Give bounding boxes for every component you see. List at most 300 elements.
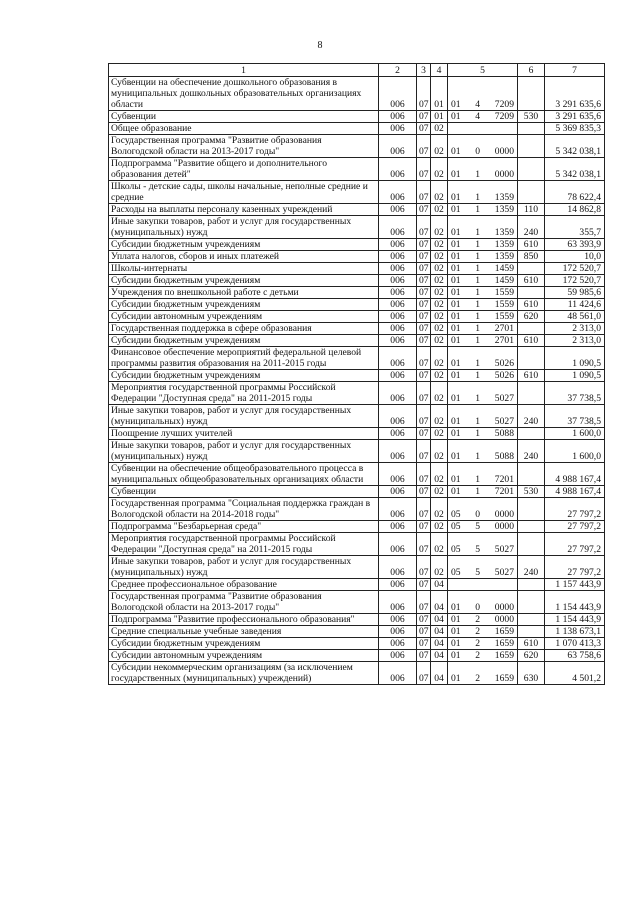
- row-target-article: [448, 614, 518, 626]
- row-target-article: [448, 521, 518, 533]
- row-target-article-part: 1: [475, 299, 481, 310]
- row-target-article: [448, 299, 518, 311]
- row-amount: 5 369 835,3: [545, 123, 605, 135]
- row-expense-type: 240: [518, 216, 545, 239]
- row-target-article: [448, 158, 518, 181]
- table-row: [109, 323, 605, 335]
- row-target-article-part: 1659: [494, 638, 514, 649]
- row-target-article-part: 4: [475, 111, 481, 122]
- row-section-code: 07: [417, 287, 431, 299]
- row-subsection-code: 02: [431, 251, 448, 263]
- row-amount: 1 600,0: [545, 440, 605, 463]
- row-target-article-part: 01: [451, 239, 461, 250]
- row-section-code: 07: [417, 440, 431, 463]
- row-amount: 1 090,5: [545, 347, 605, 370]
- row-admin-code: 006: [379, 111, 417, 123]
- row-target-article-part: 1359: [494, 239, 514, 250]
- row-expense-type: [518, 533, 545, 556]
- row-target-article-part: 01: [451, 673, 461, 684]
- row-admin-code: 006: [379, 579, 417, 591]
- row-expense-type: [518, 614, 545, 626]
- row-target-article-part: 2701: [494, 335, 514, 346]
- row-target-article-part: 5027: [494, 393, 514, 404]
- row-subsection-code: 02: [431, 370, 448, 382]
- row-target-article-part: 1: [475, 192, 481, 203]
- row-subsection-code: 01: [431, 77, 448, 111]
- row-expense-type: 240: [518, 556, 545, 579]
- row-target-article-part: 1359: [494, 251, 514, 262]
- row-section-code: 07: [417, 77, 431, 111]
- table-row: [109, 287, 605, 299]
- row-target-article-part: 01: [451, 263, 461, 274]
- table-row: [109, 533, 605, 556]
- row-target-article-part: 05: [451, 509, 461, 520]
- row-section-code: 07: [417, 111, 431, 123]
- row-subsection-code: 02: [431, 135, 448, 158]
- row-name: Иные закупки товаров, работ и услуг для государственных (муниципальных) нужд: [109, 405, 379, 428]
- header-col-6: 6: [518, 64, 545, 77]
- table-row: [109, 347, 605, 370]
- row-target-article-part: 0000: [494, 169, 514, 180]
- row-subsection-code: 02: [431, 556, 448, 579]
- row-target-article-part: 1359: [494, 192, 514, 203]
- row-target-article-part: 4: [475, 99, 481, 110]
- table-row: [109, 662, 605, 685]
- row-amount: 1 090,5: [545, 370, 605, 382]
- row-name: Финансовое обеспечение мероприятий федеральной целевой программы развития образования на 2011-2015 годы: [109, 347, 379, 370]
- row-target-article-part: 0000: [494, 521, 514, 532]
- row-subsection-code: 02: [431, 216, 448, 239]
- row-target-article-part: 01: [451, 474, 461, 485]
- row-target-article-part: 1: [475, 416, 481, 427]
- row-expense-type: [518, 521, 545, 533]
- header-col-1: 1: [109, 64, 379, 77]
- row-section-code: 07: [417, 135, 431, 158]
- row-target-article-part: 1: [475, 486, 481, 497]
- row-target-article-part: 01: [451, 169, 461, 180]
- row-target-article-part: 1359: [494, 227, 514, 238]
- row-expense-type: [518, 347, 545, 370]
- row-target-article-part: 0000: [494, 146, 514, 157]
- row-expense-type: 850: [518, 251, 545, 263]
- row-target-article-part: 01: [451, 602, 461, 613]
- header-col-3: 3: [417, 64, 431, 77]
- row-target-article: [448, 323, 518, 335]
- row-name: Общее образование: [109, 123, 379, 135]
- row-expense-type: 530: [518, 486, 545, 498]
- row-target-article-part: 1: [475, 204, 481, 215]
- row-target-article-part: 01: [451, 251, 461, 262]
- row-section-code: 07: [417, 405, 431, 428]
- row-admin-code: 006: [379, 239, 417, 251]
- row-target-article-part: 2: [475, 673, 481, 684]
- row-amount: 2 313,0: [545, 323, 605, 335]
- row-admin-code: 006: [379, 521, 417, 533]
- row-target-article-part: 5027: [494, 416, 514, 427]
- row-section-code: 07: [417, 370, 431, 382]
- row-subsection-code: 04: [431, 662, 448, 685]
- row-target-article-part: 1: [475, 323, 481, 334]
- row-target-article-part: 01: [451, 650, 461, 661]
- row-target-article-part: 0000: [494, 614, 514, 625]
- row-target-article: [448, 498, 518, 521]
- row-admin-code: 006: [379, 405, 417, 428]
- row-name: Субсидии бюджетным учреждениям: [109, 299, 379, 311]
- row-target-article: [448, 251, 518, 263]
- row-amount: 1 154 443,9: [545, 614, 605, 626]
- row-admin-code: 006: [379, 135, 417, 158]
- row-name: Субсидии бюджетным учреждениям: [109, 638, 379, 650]
- row-amount: 4 988 167,4: [545, 486, 605, 498]
- row-name: Субсидии бюджетным учреждениям: [109, 335, 379, 347]
- table-row: [109, 275, 605, 287]
- row-section-code: 07: [417, 579, 431, 591]
- row-amount: 27 797,2: [545, 556, 605, 579]
- row-name: Государственная программа "Развитие образования Вологодской области на 2013-2017 годы": [109, 591, 379, 614]
- row-section-code: 07: [417, 382, 431, 405]
- row-target-article-part: 01: [451, 358, 461, 369]
- row-expense-type: 240: [518, 405, 545, 428]
- row-subsection-code: 02: [431, 275, 448, 287]
- row-target-article-part: 5: [475, 544, 481, 555]
- row-amount: 1 157 443,9: [545, 579, 605, 591]
- row-subsection-code: 02: [431, 382, 448, 405]
- row-section-code: 07: [417, 650, 431, 662]
- table-row: [109, 77, 605, 111]
- row-target-article-part: 5088: [494, 428, 514, 439]
- row-name: Иные закупки товаров, работ и услуг для государственных (муниципальных) нужд: [109, 556, 379, 579]
- row-target-article-part: 1659: [494, 673, 514, 684]
- row-target-article: [448, 239, 518, 251]
- row-name: Субсидии автономным учреждениям: [109, 311, 379, 323]
- row-target-article-part: 01: [451, 111, 461, 122]
- row-section-code: 07: [417, 556, 431, 579]
- row-amount: 4 988 167,4: [545, 463, 605, 486]
- row-subsection-code: 01: [431, 111, 448, 123]
- row-target-article-part: 01: [451, 393, 461, 404]
- row-target-article-part: 1: [475, 239, 481, 250]
- row-target-article-part: 01: [451, 626, 461, 637]
- row-target-article-part: 1659: [494, 650, 514, 661]
- row-expense-type: 530: [518, 111, 545, 123]
- row-subsection-code: 04: [431, 626, 448, 638]
- row-subsection-code: 02: [431, 204, 448, 216]
- row-expense-type: [518, 428, 545, 440]
- row-name: Субвенции: [109, 111, 379, 123]
- row-target-article-part: 1: [475, 370, 481, 381]
- row-target-article-part: 0000: [494, 509, 514, 520]
- row-target-article-part: 1559: [494, 311, 514, 322]
- row-target-article: [448, 440, 518, 463]
- row-expense-type: [518, 135, 545, 158]
- row-subsection-code: 02: [431, 287, 448, 299]
- row-section-code: 07: [417, 662, 431, 685]
- row-target-article-part: 01: [451, 192, 461, 203]
- row-target-article-part: 1: [475, 227, 481, 238]
- row-admin-code: 006: [379, 299, 417, 311]
- row-target-article-part: 5027: [494, 567, 514, 578]
- row-target-article: [448, 638, 518, 650]
- row-amount: 37 738,5: [545, 405, 605, 428]
- row-subsection-code: 02: [431, 158, 448, 181]
- row-section-code: 07: [417, 463, 431, 486]
- row-target-article: [448, 287, 518, 299]
- row-target-article-part: 1459: [494, 263, 514, 274]
- row-section-code: 07: [417, 239, 431, 251]
- row-subsection-code: 02: [431, 463, 448, 486]
- row-target-article-part: 1359: [494, 204, 514, 215]
- table-row: [109, 591, 605, 614]
- row-amount: 3 291 635,6: [545, 111, 605, 123]
- row-target-article-part: 01: [451, 299, 461, 310]
- row-target-article-part: 1: [475, 275, 481, 286]
- row-target-article: [448, 311, 518, 323]
- row-amount: 1 600,0: [545, 428, 605, 440]
- row-expense-type: 620: [518, 311, 545, 323]
- row-admin-code: 006: [379, 275, 417, 287]
- row-expense-type: [518, 77, 545, 111]
- row-subsection-code: 02: [431, 486, 448, 498]
- row-target-article-part: 01: [451, 370, 461, 381]
- row-target-article-part: 01: [451, 227, 461, 238]
- row-amount: 27 797,2: [545, 521, 605, 533]
- row-section-code: 07: [417, 533, 431, 556]
- row-name: Среднее профессиональное образование: [109, 579, 379, 591]
- row-subsection-code: 02: [431, 263, 448, 275]
- row-target-article-part: 01: [451, 416, 461, 427]
- row-subsection-code: 02: [431, 347, 448, 370]
- row-target-article: [448, 463, 518, 486]
- row-name: Субвенции на обеспечение общеобразовательного процесса в муниципальных общеобразовательных организациях области: [109, 463, 379, 486]
- row-target-article-part: 5: [475, 521, 481, 532]
- row-amount: 4 501,2: [545, 662, 605, 685]
- row-admin-code: 006: [379, 158, 417, 181]
- table-row: [109, 556, 605, 579]
- row-name: Государственная программа "Развитие образования Вологодской области на 2013-2017 годы": [109, 135, 379, 158]
- row-target-article: [448, 591, 518, 614]
- row-amount: 78 622,4: [545, 181, 605, 204]
- row-target-article-part: 5: [475, 567, 481, 578]
- row-name: Субсидии некоммерческим организациям (за исключением государственных (муниципальных) учреждений): [109, 662, 379, 685]
- row-target-article: [448, 405, 518, 428]
- table-row: [109, 650, 605, 662]
- row-expense-type: [518, 158, 545, 181]
- row-name: Иные закупки товаров, работ и услуг для государственных (муниципальных) нужд: [109, 440, 379, 463]
- row-target-article: [448, 77, 518, 111]
- row-target-article: [448, 111, 518, 123]
- row-subsection-code: 04: [431, 591, 448, 614]
- row-target-article-part: 5026: [494, 370, 514, 381]
- row-amount: 48 561,0: [545, 311, 605, 323]
- row-admin-code: 006: [379, 650, 417, 662]
- row-admin-code: 006: [379, 614, 417, 626]
- row-subsection-code: 04: [431, 638, 448, 650]
- row-section-code: 07: [417, 614, 431, 626]
- row-target-article-part: 2: [475, 614, 481, 625]
- row-target-article: [448, 382, 518, 405]
- row-target-article-part: 1: [475, 287, 481, 298]
- row-target-article-part: 0000: [494, 602, 514, 613]
- table-row: [109, 204, 605, 216]
- row-target-article: [448, 486, 518, 498]
- row-section-code: 07: [417, 263, 431, 275]
- row-target-article-part: 01: [451, 614, 461, 625]
- row-expense-type: [518, 463, 545, 486]
- row-section-code: 07: [417, 638, 431, 650]
- table-body: [109, 77, 605, 685]
- table-row: [109, 335, 605, 347]
- header-col-2: 2: [379, 64, 417, 77]
- row-expense-type: 610: [518, 335, 545, 347]
- row-subsection-code: 02: [431, 181, 448, 204]
- row-admin-code: 006: [379, 440, 417, 463]
- row-name: Школы - детские сады, школы начальные, неполные средние и средние: [109, 181, 379, 204]
- row-admin-code: 006: [379, 533, 417, 556]
- row-expense-type: [518, 323, 545, 335]
- row-subsection-code: 02: [431, 323, 448, 335]
- row-target-article-part: 1: [475, 311, 481, 322]
- row-amount: 1 138 673,1: [545, 626, 605, 638]
- row-admin-code: 006: [379, 382, 417, 405]
- row-target-article-part: 1: [475, 251, 481, 262]
- row-expense-type: 610: [518, 370, 545, 382]
- table-row: [109, 405, 605, 428]
- row-name: Мероприятия государственной программы Российской Федерации "Доступная среда" на 2011-2015 годы: [109, 382, 379, 405]
- row-admin-code: 006: [379, 498, 417, 521]
- row-section-code: 07: [417, 591, 431, 614]
- table-row: [109, 370, 605, 382]
- row-target-article: [448, 579, 518, 591]
- row-target-article-part: 01: [451, 638, 461, 649]
- row-section-code: 07: [417, 311, 431, 323]
- table-row: [109, 251, 605, 263]
- row-admin-code: 006: [379, 347, 417, 370]
- row-target-article: [448, 216, 518, 239]
- row-name: Расходы на выплаты персоналу казенных учреждений: [109, 204, 379, 216]
- row-expense-type: [518, 287, 545, 299]
- header-row: [109, 64, 605, 77]
- row-subsection-code: 02: [431, 498, 448, 521]
- row-admin-code: 006: [379, 287, 417, 299]
- row-amount: 10,0: [545, 251, 605, 263]
- row-amount: 11 424,6: [545, 299, 605, 311]
- row-target-article: [448, 533, 518, 556]
- row-target-article-part: 7209: [494, 111, 514, 122]
- row-name: Субсидии бюджетным учреждениям: [109, 275, 379, 287]
- row-expense-type: [518, 579, 545, 591]
- row-target-article-part: 01: [451, 323, 461, 334]
- page-number: 8: [317, 40, 323, 51]
- table-row: [109, 135, 605, 158]
- row-subsection-code: 02: [431, 123, 448, 135]
- row-name: Мероприятия государственной программы Российской Федерации "Доступная среда" на 2011-2015 годы: [109, 533, 379, 556]
- row-admin-code: 006: [379, 323, 417, 335]
- row-admin-code: 006: [379, 335, 417, 347]
- header-col-7: 7: [545, 64, 605, 77]
- row-expense-type: 610: [518, 638, 545, 650]
- row-target-article: [448, 123, 518, 135]
- table-row: [109, 299, 605, 311]
- row-target-article-part: 2: [475, 650, 481, 661]
- row-amount: 63 393,9: [545, 239, 605, 251]
- row-section-code: 07: [417, 335, 431, 347]
- row-expense-type: 110: [518, 204, 545, 216]
- row-target-article: [448, 335, 518, 347]
- row-section-code: 07: [417, 428, 431, 440]
- row-admin-code: 006: [379, 311, 417, 323]
- row-admin-code: 006: [379, 638, 417, 650]
- row-section-code: 07: [417, 626, 431, 638]
- row-subsection-code: 02: [431, 239, 448, 251]
- row-expense-type: [518, 123, 545, 135]
- row-subsection-code: 04: [431, 650, 448, 662]
- row-name: Подпрограмма "Безбарьерная среда": [109, 521, 379, 533]
- row-target-article: [448, 135, 518, 158]
- budget-table: [108, 63, 605, 685]
- row-name: Поощрение лучших учителей: [109, 428, 379, 440]
- row-admin-code: 006: [379, 463, 417, 486]
- row-expense-type: [518, 382, 545, 405]
- table-row: [109, 486, 605, 498]
- row-admin-code: 006: [379, 556, 417, 579]
- row-target-article-part: 1559: [494, 287, 514, 298]
- row-admin-code: 006: [379, 181, 417, 204]
- row-target-article-part: 1: [475, 358, 481, 369]
- row-target-article-part: 2: [475, 638, 481, 649]
- row-expense-type: 610: [518, 239, 545, 251]
- row-expense-type: [518, 626, 545, 638]
- row-amount: 5 342 038,1: [545, 158, 605, 181]
- row-subsection-code: 02: [431, 428, 448, 440]
- table-row: [109, 216, 605, 239]
- table-row: [109, 498, 605, 521]
- row-name: Средние специальные учебные заведения: [109, 626, 379, 638]
- row-section-code: 07: [417, 251, 431, 263]
- row-name: Субвенции: [109, 486, 379, 498]
- row-target-article: [448, 181, 518, 204]
- row-target-article: [448, 347, 518, 370]
- row-subsection-code: 02: [431, 299, 448, 311]
- row-expense-type: 240: [518, 440, 545, 463]
- row-target-article: [448, 204, 518, 216]
- table-row: [109, 181, 605, 204]
- row-target-article-part: 01: [451, 146, 461, 157]
- row-admin-code: 006: [379, 486, 417, 498]
- row-amount: 172 520,7: [545, 275, 605, 287]
- row-target-article: [448, 428, 518, 440]
- row-name: Уплата налогов, сборов и иных платежей: [109, 251, 379, 263]
- row-target-article: [448, 662, 518, 685]
- table-row: [109, 158, 605, 181]
- row-target-article-part: 01: [451, 287, 461, 298]
- row-section-code: 07: [417, 486, 431, 498]
- row-target-article-part: 05: [451, 567, 461, 578]
- row-name: Государственная программа "Социальная поддержка граждан в Вологодской области на 2014-2018 годы": [109, 498, 379, 521]
- row-target-article-part: 7209: [494, 99, 514, 110]
- row-name: Субвенции на обеспечение дошкольного образования в муниципальных дошкольных образовательных организациях области: [109, 77, 379, 111]
- row-subsection-code: 02: [431, 311, 448, 323]
- row-section-code: 07: [417, 498, 431, 521]
- table-row: [109, 614, 605, 626]
- row-target-article-part: 05: [451, 544, 461, 555]
- table-row: [109, 311, 605, 323]
- table-row: [109, 638, 605, 650]
- row-target-article-part: 2: [475, 626, 481, 637]
- table-row: [109, 463, 605, 486]
- row-amount: 1 070 413,3: [545, 638, 605, 650]
- table-row: [109, 428, 605, 440]
- row-expense-type: [518, 181, 545, 204]
